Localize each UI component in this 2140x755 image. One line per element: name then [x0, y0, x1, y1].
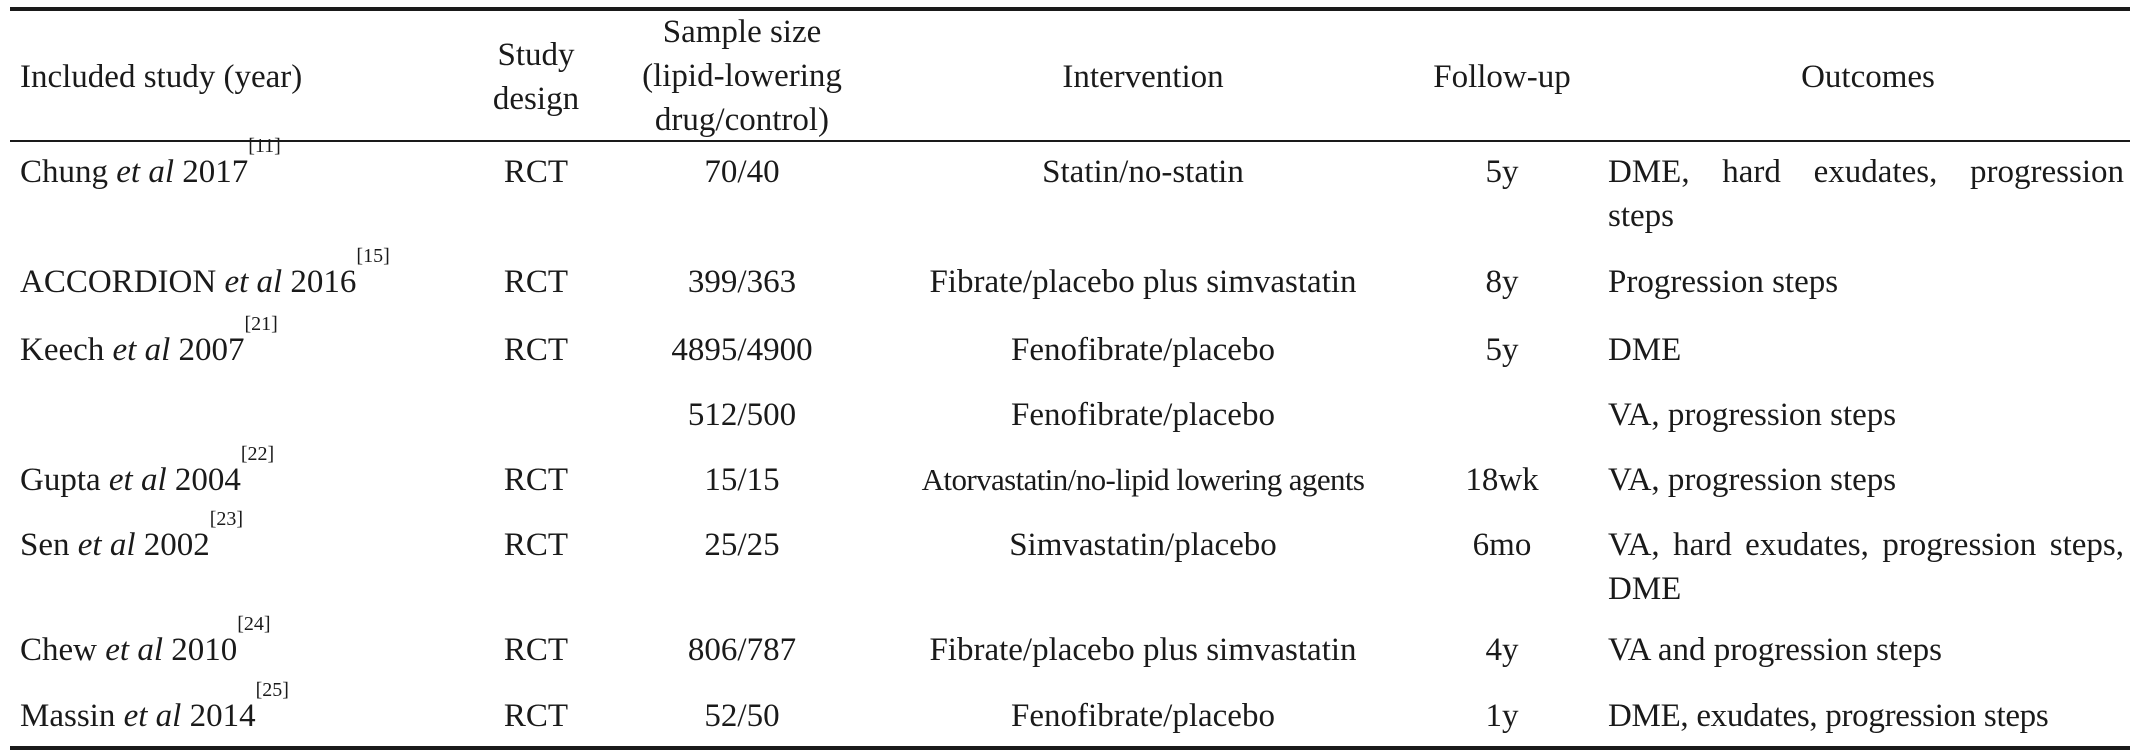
header-followup: Follow-up	[1433, 59, 1571, 95]
table-row-study: Massin et al 2014[25]	[20, 679, 289, 734]
table-row-outcomes: VA, progression steps	[1608, 462, 1897, 498]
table-row-followup: 5y	[1485, 332, 1519, 368]
table-row-followup: 6mo	[1472, 527, 1532, 563]
table-row-study: Chew et al 2010[24]	[20, 613, 271, 668]
table-row-followup: 18wk	[1465, 462, 1539, 498]
table-row-sample: 806/787	[687, 632, 797, 668]
header-design-line-2: design	[492, 81, 580, 117]
table-row-design: RCT	[503, 154, 569, 190]
table-row-outcomes: VA and progression steps	[1608, 632, 1942, 668]
table-row-sample: 70/40	[704, 154, 780, 190]
header-sample-line-2: (lipid-lowering	[642, 58, 842, 94]
table-row-design: RCT	[503, 462, 569, 498]
table-row-outcomes: DME, hard exudates, progression steps	[1608, 154, 2124, 234]
table-bottom-rule	[10, 746, 2130, 750]
table-row-study: Keech et al 2007[21]	[20, 313, 278, 368]
table-row-intervention: Fenofibrate/placebo	[1011, 698, 1275, 734]
table-row-sample: 512/500	[687, 397, 797, 433]
table-row-followup: 8y	[1485, 264, 1519, 300]
table-row-intervention: Fibrate/placebo plus simvastatin	[929, 264, 1357, 300]
table-row-followup: 1y	[1485, 698, 1519, 734]
table-row-intervention: Fenofibrate/placebo	[1011, 397, 1275, 433]
header-sample-line-1: Sample size	[662, 14, 822, 50]
table-row-intervention: Statin/no-statin	[1042, 154, 1244, 190]
table-header-rule	[10, 140, 2130, 142]
table-top-rule	[10, 7, 2130, 11]
table-row-sample: 15/15	[704, 462, 780, 498]
header-intervention: Intervention	[1062, 59, 1224, 95]
header-study: Included study (year)	[20, 59, 303, 95]
table-row-study: Sen et al 2002[23]	[20, 508, 244, 563]
table-row-design: RCT	[503, 332, 569, 368]
table-row-sample: 399/363	[687, 264, 797, 300]
header-outcomes: Outcomes	[1801, 59, 1935, 95]
table-row-study: Gupta et al 2004[22]	[20, 443, 275, 498]
table-row-outcomes: VA, progression steps	[1608, 397, 1897, 433]
table-row-followup: 5y	[1485, 154, 1519, 190]
table-row-outcomes: DME	[1608, 332, 1682, 368]
table-row-sample: 4895/4900	[671, 332, 813, 368]
table-row-outcomes: Progression steps	[1608, 264, 1839, 300]
header-sample-line-3: drug/control)	[654, 102, 830, 138]
header-design	[493, 33, 579, 121]
header-sample	[642, 10, 842, 142]
table-row-design: RCT	[503, 527, 569, 563]
table-row-intervention: Fenofibrate/placebo	[1011, 332, 1275, 368]
table-row-followup: 4y	[1485, 632, 1519, 668]
table-row-study: Chung et al 2017[11]	[20, 135, 281, 190]
header-design-line-1: Study	[497, 37, 575, 73]
table-row-intervention: Simvastatin/placebo	[1009, 527, 1277, 563]
table-row-sample: 25/25	[704, 527, 780, 563]
table-row-outcomes: VA, hard exudates, progression steps, DME	[1608, 527, 2124, 607]
table-row-sample: 52/50	[704, 698, 780, 734]
table-row-design: RCT	[503, 264, 569, 300]
table-row-intervention: Atorvastatin/no-lipid lowering agents	[921, 462, 1365, 497]
table-row-design: RCT	[503, 632, 569, 668]
table-row-intervention: Fibrate/placebo plus simvastatin	[929, 632, 1357, 668]
table-row-design: RCT	[503, 698, 569, 734]
table-row-study: ACCORDION et al 2016[15]	[20, 245, 390, 300]
table-row-outcomes: DME, exudates, progression steps	[1608, 698, 2049, 734]
